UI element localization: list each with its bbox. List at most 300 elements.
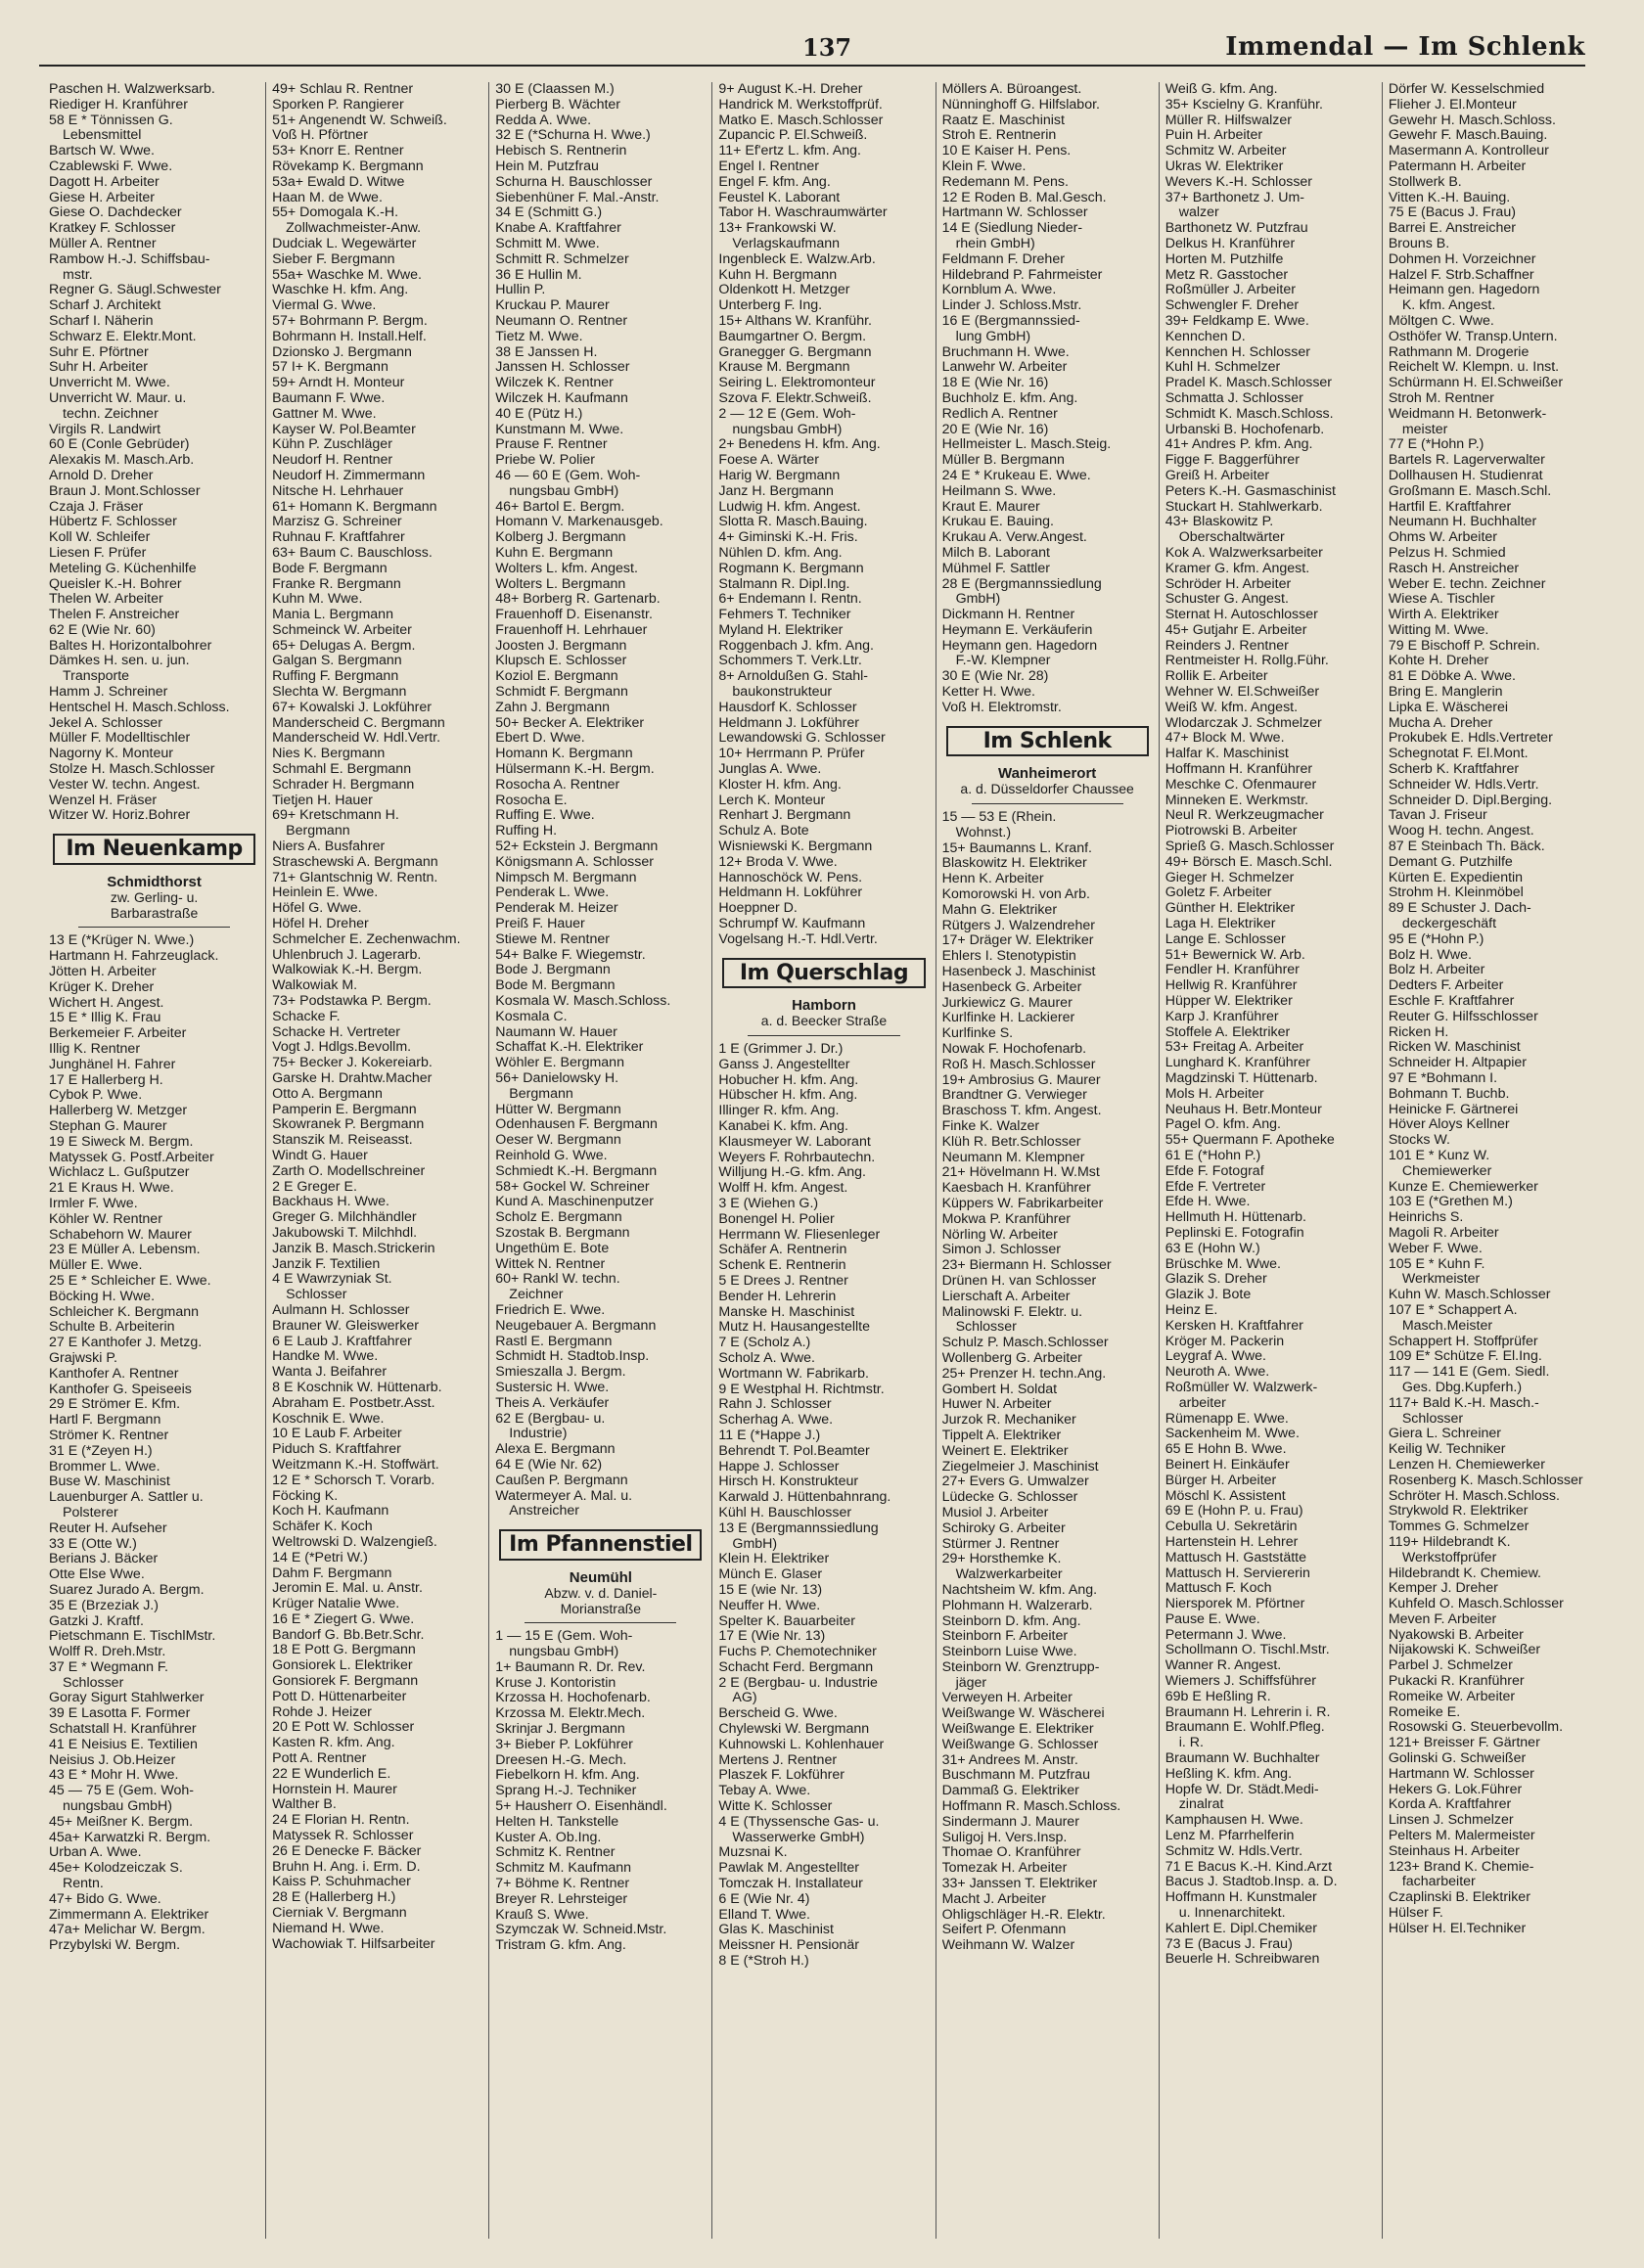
directory-entry: Ruhnau F. Kraftfahrer: [272, 530, 405, 546]
directory-entry: Linsen J. Schmelzer: [1388, 1813, 1514, 1829]
directory-entry: 15 E * Illig K. Frau: [49, 1011, 161, 1026]
directory-entry: Weiß W. kfm. Angest.: [1164, 700, 1299, 715]
directory-entry: Weltrowski D. Walzengieß.: [272, 1534, 437, 1550]
directory-entry: 39+ Feldkamp E. Wwe.: [1164, 313, 1309, 329]
directory-entry: Macht J. Arbeiter: [941, 1891, 1047, 1907]
directory-entry: Krukau E. Bauing.: [941, 515, 1054, 530]
directory-entry: lung GmbH): [955, 329, 1031, 344]
directory-entry: Schulz P. Masch.Schlosser: [941, 1336, 1109, 1351]
directory-column: [1159, 82, 1382, 2239]
directory-entry: Janzik F. Textilien: [272, 1256, 381, 1272]
directory-entry: Rümenapp E. Wwe.: [1164, 1411, 1289, 1427]
directory-entry: Kuhn W. Masch.Schlosser: [1388, 1288, 1551, 1303]
directory-entry: Dzionsko J. Bergmann: [272, 344, 412, 360]
directory-entry: Patermann H. Arbeiter: [1388, 159, 1527, 174]
directory-entry: 4 E Wawrzyniak St.: [272, 1272, 392, 1288]
directory-entry: Zimmermann A. Elektriker: [49, 1907, 209, 1923]
directory-entry: Brauner W. Gleiswerker: [272, 1318, 419, 1334]
directory-entry: 14 E (*Petri W.): [272, 1550, 368, 1565]
directory-entry: Hentschel H. Masch.Schloss.: [49, 700, 230, 715]
directory-entry: 29+ Horsthemke K.: [941, 1552, 1062, 1567]
directory-entry: facharbeiter: [1401, 1875, 1476, 1890]
directory-entry: Haan M. de Wwe.: [272, 190, 383, 205]
directory-entry: Cybok P. Wwe.: [49, 1088, 143, 1104]
directory-entry: Barrei E. Anstreicher: [1388, 221, 1516, 237]
directory-entry: Ingenbleck E. Walzw.Arb.: [718, 251, 876, 267]
directory-entry: 19 E Siweck M. Bergm.: [49, 1134, 194, 1150]
district-name: Neumühl: [569, 1568, 632, 1586]
directory-entry: Schäfer K. Koch: [272, 1520, 373, 1535]
directory-entry: Rasch H. Anstreicher: [1388, 561, 1520, 576]
directory-entry: 8 E Koschnik W. Hüttenarb.: [272, 1380, 442, 1395]
directory-entry: Wortmann W. Fabrikarb.: [718, 1366, 869, 1382]
directory-entry: 26 E Denecke F. Bäcker: [272, 1843, 422, 1859]
directory-entry: Goray Sigurt Stahlwerker: [49, 1691, 205, 1706]
directory-entry: Tristram G. kfm. Ang.: [495, 1938, 626, 1954]
directory-entry: Rosenberg K. Masch.Schlosser: [1388, 1473, 1583, 1488]
directory-entry: 12+ Broda V. Wwe.: [718, 854, 838, 870]
directory-entry: Nagorny K. Monteur: [49, 747, 173, 762]
directory-entry: Bode J. Bergmann: [495, 963, 611, 978]
directory-entry: Suhr E. Pförtner: [49, 344, 149, 360]
directory-entry: Viermal G. Wwe.: [272, 298, 377, 314]
directory-entry: Handke M. Wwe.: [272, 1349, 379, 1365]
directory-entry: Müller F. Modelltischler: [49, 731, 191, 747]
directory-entry: Wolters L. Bergmann: [495, 576, 626, 592]
directory-entry: Kürten E. Expedientin: [1388, 870, 1524, 885]
directory-entry: Fendler H. Kranführer: [1164, 963, 1300, 978]
directory-entry: Schiroky G. Arbeiter: [941, 1520, 1066, 1536]
directory-entry: 55+ Quermann F. Apotheke: [1164, 1133, 1335, 1149]
directory-entry: Steinhaus H. Arbeiter: [1388, 1843, 1520, 1859]
directory-entry: Heinlein E. Wwe.: [272, 885, 379, 901]
directory-entry: F.-W. Klempner: [955, 654, 1051, 669]
directory-entry: 103 E (*Grethen M.): [1388, 1195, 1513, 1210]
directory-entry: Woog H. techn. Angest.: [1388, 824, 1534, 839]
directory-entry: Scherhag A. Wwe.: [718, 1413, 834, 1429]
directory-entry: 36 E Hullin M.: [495, 267, 582, 283]
directory-entry: Schappert H. Stoffprüfer: [1388, 1334, 1538, 1349]
directory-entry: Thelen W. Arbeiter: [49, 592, 163, 608]
directory-entry: Riediger H. Kranführer: [49, 97, 188, 113]
directory-entry: Giese H. Arbeiter: [49, 190, 156, 205]
directory-entry: Schröter H. Masch.Schloss.: [1388, 1488, 1560, 1504]
directory-entry: 12 E Roden B. Mal.Gesch.: [941, 190, 1107, 205]
directory-entry: Müller B. Bergmann: [941, 453, 1065, 469]
directory-entry: Huwer N. Arbeiter: [941, 1397, 1052, 1413]
directory-entry: Kuhl H. Schmelzer: [1164, 360, 1281, 376]
directory-entry: Fuchs P. Chemotechniker: [718, 1645, 877, 1660]
directory-entry: Halfar K. Maschinist: [1164, 747, 1289, 762]
directory-entry: Ehlers I. Stenotypistin: [941, 949, 1076, 965]
street-location-note: a. d. Beecker Straße: [760, 1013, 888, 1029]
directory-entry: Kurlfinke H. Lackierer: [941, 1011, 1075, 1026]
directory-entry: Breyer R. Lehrsteiger: [495, 1891, 628, 1907]
directory-entry: Fiebelkorn H. kfm. Ang.: [495, 1768, 640, 1784]
directory-entry: Mania L. Bergmann: [272, 608, 393, 623]
directory-entry: Werkstoffprüfer: [1401, 1550, 1497, 1565]
directory-entry: 21+ Hövelmann H. W.Mst: [941, 1165, 1100, 1181]
directory-entry: Ketter H. Wwe.: [941, 685, 1035, 701]
directory-entry: Junghänel H. Fahrer: [49, 1057, 176, 1072]
directory-entry: 17+ Dräger W. Elektriker: [941, 933, 1094, 949]
directory-entry: Rosocha E.: [495, 793, 568, 808]
directory-entry: Naumann W. Hauer: [495, 1024, 617, 1040]
directory-entry: Steinborn F. Arbeiter: [941, 1629, 1069, 1645]
directory-entry: 117 — 141 E (Gem. Siedl.: [1388, 1365, 1550, 1381]
directory-entry: Pott A. Rentner: [272, 1751, 367, 1767]
directory-entry: 12 E * Schorsch T. Vorarb.: [272, 1473, 435, 1488]
directory-entry: Schmatta J. Schlosser: [1164, 390, 1303, 406]
directory-entry: Engel F. kfm. Ang.: [718, 174, 831, 190]
directory-entry: GmbH): [955, 592, 1001, 608]
directory-entry: Przybylski W. Bergm.: [49, 1938, 181, 1954]
directory-entry: Werkmeister: [1401, 1272, 1481, 1288]
directory-entry: Linder J. Schloss.Mstr.: [941, 298, 1082, 314]
directory-entry: Stollwerk B.: [1388, 174, 1462, 190]
directory-entry: Ungethüm E. Bote: [495, 1241, 610, 1256]
directory-entry: Uhlenbruch J. Lagerarb.: [272, 947, 422, 963]
directory-entry: Schacht Ferd. Bergmann: [718, 1659, 874, 1675]
directory-entry: Strohm H. Kleinmöbel: [1388, 885, 1524, 901]
directory-entry: Lunghard K. Kranführer: [1164, 1056, 1310, 1071]
directory-entry: Glazik S. Dreher: [1164, 1272, 1267, 1288]
directory-entry: Elland T. Wwe.: [718, 1907, 810, 1923]
directory-entry: 7+ Böhme K. Rentner: [495, 1877, 630, 1892]
directory-entry: 55a+ Waschke M. Wwe.: [272, 267, 422, 283]
directory-entry: Stroh M. Rentner: [1388, 390, 1494, 406]
directory-entry: 6+ Endemann I. Rentn.: [718, 592, 862, 608]
directory-entry: Schürmann H. El.Schweißer: [1388, 376, 1564, 391]
directory-entry: Hannoschöck W. Pens.: [718, 870, 863, 885]
directory-entry: Wenzel H. Fräser: [49, 793, 158, 808]
directory-entry: Hirsch H. Konstrukteur: [718, 1474, 859, 1490]
directory-entry: Stolze H. Masch.Schlosser: [49, 762, 215, 778]
directory-entry: Schmeinck W. Arbeiter: [272, 622, 412, 638]
directory-entry: Tippelt A. Elektriker: [941, 1428, 1062, 1443]
directory-entry: Kamphausen H. Wwe.: [1164, 1813, 1303, 1829]
directory-entry: Rohde J. Heizer: [272, 1704, 372, 1720]
directory-entry: Verlagskaufmann: [732, 236, 841, 251]
directory-entry: 5+ Hausherr O. Eisenhändl.: [495, 1799, 667, 1815]
directory-entry: Windt G. Hauer: [272, 1148, 368, 1163]
directory-entry: Suligoj H. Vers.Insp.: [941, 1830, 1068, 1845]
directory-entry: 73 E (Bacus J. Frau): [1164, 1936, 1293, 1952]
directory-entry: Hekers G. Lok.Führer: [1388, 1782, 1523, 1797]
directory-entry: Janz H. Bergmann: [718, 483, 834, 499]
directory-entry: Wiese A. Tischler: [1388, 592, 1495, 608]
directory-entry: 73+ Podstawka P. Bergm.: [272, 994, 432, 1010]
directory-entry: 28 E (Bergmannssiedlung: [941, 576, 1102, 592]
directory-entry: Minneken E. Werkmstr.: [1164, 793, 1309, 808]
directory-entry: Alexa E. Bergmann: [495, 1442, 616, 1458]
directory-entry: Szostak B. Bergmann: [495, 1225, 630, 1241]
directory-entry: Skowranek P. Bergmann: [272, 1117, 425, 1133]
directory-entry: Heinz E.: [1164, 1302, 1218, 1318]
directory-entry: 27+ Evers G. Umwalzer: [941, 1474, 1089, 1490]
directory-entry: Krüger Natalie Wwe.: [272, 1597, 400, 1612]
directory-entry: Masch.Meister: [1401, 1318, 1493, 1334]
directory-entry: 18 E Pott G. Bergmann: [272, 1643, 416, 1658]
directory-entry: 24 E Florian H. Rentn.: [272, 1813, 410, 1829]
directory-entry: 16 E * Ziegert G. Wwe.: [272, 1611, 415, 1627]
directory-entry: Otte Else Wwe.: [49, 1567, 145, 1583]
directory-entry: Industrie): [509, 1427, 568, 1442]
directory-entry: 107 E * Schappert A.: [1388, 1302, 1518, 1318]
directory-entry: Klausmeyer W. Laborant: [718, 1134, 871, 1150]
directory-entry: Beuerle H. Schreibwaren: [1164, 1952, 1320, 1968]
directory-entry: Lipka E. Wäscherei: [1388, 700, 1509, 715]
directory-entry: Illig K. Rentner: [49, 1042, 141, 1058]
directory-entry: Homann K. Bergmann: [495, 747, 633, 762]
directory-entry: 18 E (Wie Nr. 16): [941, 376, 1049, 391]
directory-entry: Weihmann W. Walzer: [941, 1938, 1075, 1954]
directory-entry: 60+ Rankl W. techn.: [495, 1272, 620, 1288]
directory-entry: Schleicher K. Bergmann: [49, 1304, 199, 1320]
directory-entry: Schmelcher E. Zechenwachm.: [272, 931, 461, 947]
directory-entry: 69+ Kretschmann H.: [272, 808, 399, 824]
directory-entry: Flieher J. El.Monteur: [1388, 97, 1517, 113]
directory-entry: 5 E Drees J. Rentner: [718, 1273, 848, 1289]
directory-entry: Schmitz W. Arbeiter: [1164, 144, 1287, 159]
directory-entry: i. R.: [1178, 1736, 1204, 1751]
directory-entry: 10+ Herrmann P. Prüfer: [718, 747, 865, 762]
directory-entry: Kühn P. Zuschläger: [272, 437, 392, 453]
directory-entry: Voß H. Pförtner: [272, 128, 368, 144]
directory-entry: Hamm J. Schreiner: [49, 685, 168, 701]
directory-entry: Ruffing H.: [495, 824, 558, 839]
directory-entry: Reichelt W. Klempn. u. Inst.: [1388, 360, 1560, 376]
directory-entry: Küppers W. Fabrikarbeiter: [941, 1196, 1104, 1211]
directory-entry: Slechta W. Bergmann: [272, 685, 407, 701]
directory-entry: Korda A. Kraftfahrer: [1388, 1797, 1512, 1813]
directory-entry: Nachtsheim W. kfm. Ang.: [941, 1582, 1098, 1598]
directory-entry: Slotta R. Masch.Bauing.: [718, 515, 868, 530]
directory-entry: Matko E. Masch.Schlosser: [718, 113, 884, 128]
directory-entry: 4 E (Thyssensche Gas- u.: [718, 1814, 880, 1830]
directory-entry: 8+ Arnoldußen G. Stahl-: [718, 669, 869, 685]
directory-entry: Willjung H.-G. kfm. Ang.: [718, 1165, 867, 1181]
directory-entry: 63+ Baum C. Bauschloss.: [272, 545, 433, 561]
directory-column: [488, 82, 711, 2239]
directory-entry: Mutz H. Hausangestellte: [718, 1320, 870, 1336]
directory-entry: Gonsiorek L. Elektriker: [272, 1658, 413, 1674]
directory-entry: 61+ Homann K. Bergmann: [272, 499, 437, 515]
directory-entry: Nies K. Bergmann: [272, 747, 386, 762]
directory-entry: Dörfer W. Kesselschmied: [1388, 82, 1545, 97]
directory-entry: K. kfm. Angest.: [1401, 298, 1496, 314]
directory-entry: Ebert D. Wwe.: [495, 731, 585, 747]
directory-entry: Theis A. Verkäufer: [495, 1395, 610, 1411]
directory-entry: Bolz H. Arbeiter: [1388, 963, 1485, 978]
directory-entry: Brouns B.: [1388, 236, 1450, 251]
directory-entry: Knabe A. Kraftfahrer: [495, 221, 621, 237]
directory-entry: Bartels R. Lagerverwalter: [1388, 453, 1545, 469]
directory-entry: Hoffmann H. Kranführer: [1164, 762, 1313, 778]
directory-entry: 43 E * Mohr H. Wwe.: [49, 1768, 179, 1784]
directory-entry: Finke K. Walzer: [941, 1119, 1040, 1134]
directory-entry: Kruse J. Kontoristin: [495, 1675, 616, 1691]
directory-entry: Rentmeister H. Rollg.Führ.: [1164, 654, 1329, 669]
directory-entry: Weyers F. Rohrbautechn.: [718, 1150, 876, 1165]
directory-entry: Stocks W.: [1388, 1133, 1450, 1149]
directory-entry: Hellwig R. Kranführer: [1164, 978, 1298, 994]
directory-entry: Krauß S. Wwe.: [495, 1907, 589, 1923]
directory-entry: Grajwski P.: [49, 1350, 117, 1366]
directory-entry: Hobucher H. kfm. Ang.: [718, 1072, 859, 1088]
directory-entry: Kanthofer G. Speiseeis: [49, 1382, 192, 1397]
directory-entry: Rövekamp K. Bergmann: [272, 159, 424, 174]
directory-entry: Strömer K. Rentner: [49, 1428, 169, 1443]
directory-entry: Schmidt F. Bergmann: [495, 685, 628, 701]
directory-entry: Prause F. Rentner: [495, 437, 608, 453]
district-name: Hamborn: [792, 997, 856, 1015]
directory-entry: Kennchen H. Schlosser: [1164, 344, 1310, 360]
directory-entry: Krzossa H. Hochofenarb.: [495, 1691, 651, 1706]
directory-entry: Schwengler F. Dreher: [1164, 298, 1300, 314]
directory-entry: Kramer G. kfm. Angest.: [1164, 561, 1310, 576]
directory-entry: 56+ Danielowsky H.: [495, 1071, 619, 1086]
directory-entry: Redlich A. Rentner: [941, 406, 1058, 422]
directory-entry: Magoli R. Arbeiter: [1388, 1225, 1499, 1241]
directory-entry: 10 E Laub F. Arbeiter: [272, 1427, 402, 1442]
district-name: Schmidthorst: [107, 874, 202, 891]
directory-entry: Niemand H. Wwe.: [272, 1921, 385, 1936]
directory-entry: 10 E Kaiser H. Pens.: [941, 144, 1072, 159]
directory-entry: Szova F. Elektr.Schweiß.: [718, 390, 872, 406]
directory-entry: Greger G. Milchhändler: [272, 1210, 417, 1226]
directory-column: [265, 82, 488, 2239]
directory-entry: Kosmala W. Masch.Schloss.: [495, 994, 671, 1010]
directory-entry: Weitzmann K.-H. Stoffwärt.: [272, 1457, 439, 1473]
directory-entry: Bender H. Lehrerin: [718, 1289, 837, 1304]
directory-entry: Schabehorn W. Maurer: [49, 1227, 192, 1243]
directory-entry: mstr.: [63, 267, 93, 283]
directory-entry: Bergmann: [509, 1086, 573, 1102]
directory-entry: Rollik E. Arbeiter: [1164, 669, 1268, 685]
directory-entry: Kayser W. Pol.Beamter: [272, 422, 416, 437]
directory-entry: Ganss J. Angestellter: [718, 1057, 850, 1072]
directory-entry: Bohrmann H. Install.Helf.: [272, 329, 427, 344]
directory-entry: Roggenbach J. kfm. Ang.: [718, 638, 874, 654]
directory-entry: Nünninghoff G. Hilfslabor.: [941, 97, 1100, 113]
directory-entry: Wohnst.): [955, 825, 1012, 840]
directory-entry: Anstreicher: [509, 1504, 580, 1520]
directory-entry: Mattusch H. Serviererin: [1164, 1565, 1310, 1581]
directory-entry: Bohmann T. Buchb.: [1388, 1086, 1510, 1102]
directory-entry: Wanta J. Beifahrer: [272, 1365, 388, 1381]
directory-entry: 11 E (*Happe J.): [718, 1428, 821, 1443]
directory-entry: Cierniak V. Bergmann: [272, 1906, 407, 1922]
directory-entry: Wasserwerke GmbH): [732, 1830, 865, 1845]
directory-entry: Meven F. Arbeiter: [1388, 1611, 1497, 1627]
directory-entry: Nowak F. Hochofenarb.: [941, 1042, 1087, 1058]
directory-entry: Ohligschläger H.-R. Elektr.: [941, 1907, 1106, 1923]
directory-entry: Rentn.: [63, 1877, 104, 1892]
directory-entry: 25+ Prenzer H. techn.Ang.: [941, 1366, 1107, 1382]
directory-entry: 87 E Steinbach Th. Bäck.: [1388, 839, 1545, 855]
directory-entry: Gieger H. Schmelzer: [1164, 870, 1295, 885]
directory-entry: 29 E Strömer E. Kfm.: [49, 1397, 181, 1413]
directory-entry: Höfel G. Wwe.: [272, 901, 362, 917]
directory-columns: [43, 82, 1605, 2239]
directory-entry: Wehner W. El.Schweißer: [1164, 685, 1320, 701]
directory-entry: Redda A. Wwe.: [495, 113, 592, 128]
directory-entry: Romeike W. Arbeiter: [1388, 1689, 1516, 1704]
directory-entry: Pagel O. kfm. Ang.: [1164, 1117, 1281, 1133]
directory-entry: Hildebrand P. Fahrmeister: [941, 267, 1103, 283]
directory-entry: Virgils R. Landwirt: [49, 422, 161, 437]
directory-entry: Stalmann R. Dipl.Ing.: [718, 576, 850, 592]
directory-entry: Wlodarczak J. Schmelzer: [1164, 715, 1322, 731]
directory-entry: Kanabei K. kfm. Ang.: [718, 1119, 848, 1134]
directory-entry: Redemann M. Pens.: [941, 174, 1069, 190]
street-title: Im Neuenkamp: [53, 834, 255, 865]
directory-entry: Kersken H. Kraftfahrer: [1164, 1318, 1303, 1334]
directory-entry: 59+ Arndt H. Monteur: [272, 376, 405, 391]
directory-entry: Hoffmann R. Masch.Schloss.: [941, 1799, 1121, 1815]
directory-entry: Glazik J. Bote: [1164, 1288, 1252, 1303]
directory-entry: Parbel J. Schmelzer: [1388, 1658, 1513, 1674]
directory-entry: Lauenburger A. Sattler u.: [49, 1490, 204, 1506]
directory-entry: 40 E (Pütz H.): [495, 406, 583, 422]
directory-entry: Mattusch H. Gaststätte: [1164, 1550, 1306, 1565]
directory-entry: Kühl H. Bauschlosser: [718, 1505, 852, 1520]
directory-entry: Stroh E. Rentnerin: [941, 128, 1057, 144]
directory-entry: 23 E Müller A. Lebensm.: [49, 1243, 201, 1258]
directory-entry: 25 E * Schleicher E. Wwe.: [49, 1273, 211, 1289]
directory-entry: Schulz A. Bote: [718, 824, 809, 839]
directory-entry: Zeichner: [509, 1288, 564, 1303]
directory-entry: Pelters M. Malermeister: [1388, 1829, 1535, 1844]
directory-entry: Vester W. techn. Angest.: [49, 777, 201, 793]
directory-entry: Preiß F. Hauer: [495, 917, 585, 932]
directory-entry: Hallerberg W. Metzger: [49, 1104, 188, 1119]
directory-entry: Schmitt R. Schmelzer: [495, 251, 629, 267]
directory-entry: Weißwange E. Elektriker: [941, 1722, 1094, 1738]
directory-entry: Braumann W. Buchhalter: [1164, 1751, 1320, 1767]
directory-entry: Wilczek H. Kaufmann: [495, 390, 628, 406]
directory-entry: Koschnik E. Wwe.: [272, 1411, 385, 1427]
directory-entry: Nimpsch M. Bergmann: [495, 870, 637, 885]
street-title: Im Pfannenstiel: [499, 1529, 702, 1561]
directory-entry: 53+ Freitag A. Arbeiter: [1164, 1040, 1304, 1056]
directory-entry: Plaszek F. Lokführer: [718, 1768, 845, 1784]
directory-entry: 15+ Althans W. Kranführ.: [718, 313, 872, 329]
directory-entry: Kennchen D.: [1164, 329, 1246, 344]
directory-entry: Aulmann H. Schlosser: [272, 1302, 410, 1318]
directory-entry: Koll W. Schleifer: [49, 530, 151, 546]
directory-entry: nungsbau GmbH): [509, 1645, 619, 1660]
directory-entry: Heldmann J. Lokführer: [718, 715, 859, 731]
directory-entry: 62 E (Wie Nr. 60): [49, 622, 156, 638]
directory-entry: Königsmann A. Schlosser: [495, 854, 654, 870]
directory-entry: Henn K. Arbeiter: [941, 872, 1044, 887]
directory-entry: Harig W. Bergmann: [718, 468, 841, 483]
directory-entry: Beinert H. Einkäufer: [1164, 1457, 1290, 1473]
directory-entry: 45a+ Karwatzki R. Bergm.: [49, 1830, 211, 1845]
directory-entry: 43+ Blaskowitz P.: [1164, 515, 1274, 530]
directory-entry: Leygraf A. Wwe.: [1164, 1349, 1266, 1365]
directory-entry: Oberschaltwärter: [1178, 530, 1285, 546]
directory-entry: Plohmann H. Walzerarb.: [941, 1598, 1093, 1613]
directory-entry: Schenk E. Rentnerin: [718, 1258, 846, 1274]
directory-entry: 117+ Bald K.-H. Masch.-: [1388, 1395, 1539, 1411]
directory-entry: Berkemeier F. Arbeiter: [49, 1026, 187, 1042]
directory-entry: 58 E * Tönnissen G.: [49, 113, 173, 128]
directory-entry: Efde H. Wwe.: [1164, 1195, 1251, 1210]
directory-entry: Joosten J. Bergmann: [495, 638, 627, 654]
